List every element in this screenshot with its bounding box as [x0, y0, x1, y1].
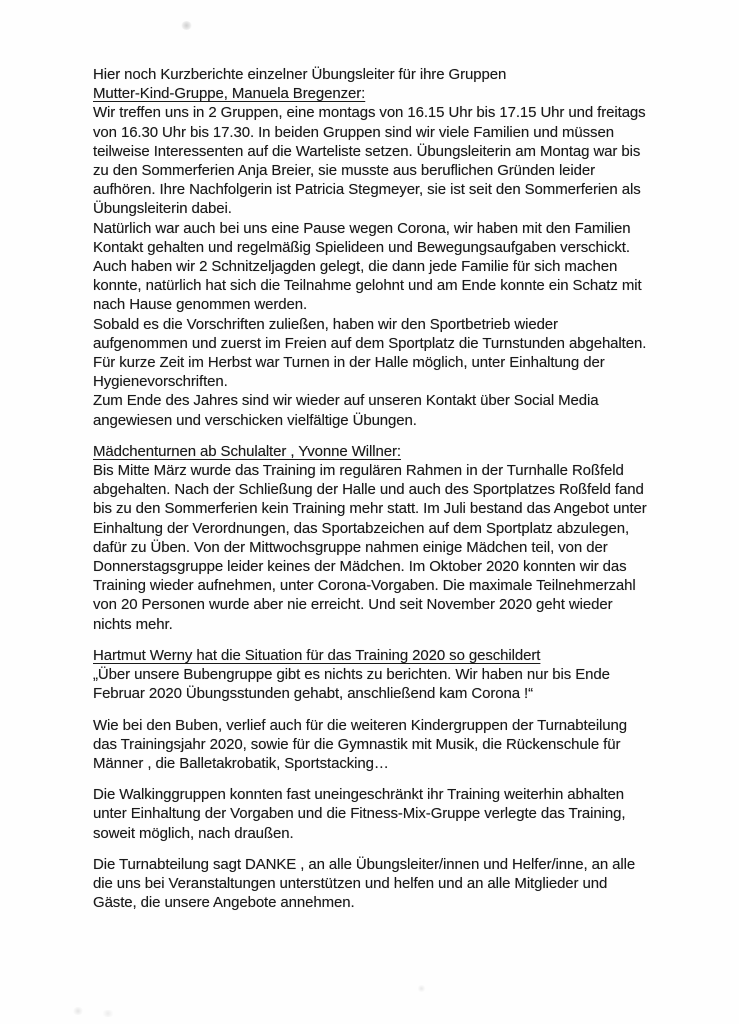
scan-smudge-bottom-left-2	[101, 1010, 115, 1017]
text-line: teilweise Interessenten auf die Warteliste setzen. Übungsleiterin am Montag war bis	[93, 142, 641, 160]
text-line: Natürlich war auch bei uns eine Pause wegen Corona, wir haben mit den Familien	[93, 219, 631, 237]
text-line: zu den Sommerferien Anja Breier, sie musste aus beruflichen Gründen leider	[93, 162, 596, 180]
text-line: Sobald es die Vorschriften zuließen, haben wir den Sportbetrieb wieder	[93, 315, 558, 333]
text-line: konnte, natürlich hat sich die Teilnahme gelohnt und am Ende konnte ein Schatz mit	[93, 277, 642, 295]
text-line: von 20 Personen wurde aber nie erreicht. Und seit November 2020 geht wieder	[93, 596, 613, 614]
text-line: „Über unsere Bubengruppe gibt es nichts zu berichten. Wir haben nur bis Ende	[93, 666, 610, 684]
section-heading: Mädchenturnen ab Schulalter , Yvonne Willner:	[93, 442, 401, 460]
text-line: Wir treffen uns in 2 Gruppen, eine montags von 16.15 Uhr bis 17.15 Uhr und freitags	[93, 104, 646, 122]
text-line: Donnerstagsgruppe leider keines der Mädchen. Im Oktober 2020 konnten wir das	[93, 558, 627, 576]
document-content	[93, 65, 739, 912]
text-line: Zum Ende des Jahres sind wir wieder auf unseren Kontakt über Social Media	[93, 392, 599, 410]
paragraph-gap	[93, 843, 739, 855]
paragraph-gap	[93, 704, 739, 716]
text-line: das Trainingsjahr 2020, sowie für die Gymnastik mit Musik, die Rückenschule für	[93, 735, 621, 753]
scan-smudge-bottom-right	[417, 985, 426, 992]
text-line: Februar 2020 Übungsstunden gehabt, anschließend kam Corona !“	[93, 685, 534, 703]
text-line: Gäste, die unsere Angebote annehmen.	[93, 894, 355, 912]
text-line: nichts mehr.	[93, 615, 173, 633]
text-line: aufgenommen und zuerst im Freien auf dem Sportplatz die Turnstunden abgehalten.	[93, 334, 647, 352]
text-line: Hier noch Kurzberichte einzelner Übungsleiter für ihre Gruppen	[93, 66, 507, 83]
text-line: Männer , die Balletakrobatik, Sportstacking…	[93, 754, 389, 772]
text-line: Bis Mitte März wurde das Training im regulären Rahmen in der Turnhalle Roßfeld	[93, 462, 624, 480]
text-line: abgehalten. Nach der Schließung der Halle und auch des Sportplatzes Roßfeld fand	[93, 481, 644, 499]
text-line: unter Einhaltung der Vorgaben und die Fitness-Mix-Gruppe verlegte das Training,	[93, 805, 626, 823]
text-line: Wie bei den Buben, verlief auch für die weiteren Kindergruppen der Turnabteilung	[93, 716, 628, 734]
text-line: Einhaltung der Verordnungen, das Sportabzeichen auf dem Sportplatz abzulegen,	[93, 519, 630, 537]
paragraph-gap	[93, 430, 739, 442]
text-line: Übungsleiterin dabei.	[93, 200, 232, 218]
scan-smudge-bottom-left	[72, 1007, 84, 1015]
text-line: soweit möglich, nach draußen.	[93, 824, 294, 842]
text-line: nach Hause genommen werden.	[93, 296, 308, 314]
paragraph-gap	[93, 634, 739, 646]
text-line: dafür zu Üben. Von der Mittwochsgruppe nahmen einige Mädchen teil, von der	[93, 538, 608, 556]
text-line: angewiesen und verschicken vielfältige Übungen.	[93, 411, 417, 429]
text-line: Hygienevorschriften.	[93, 373, 228, 391]
text-line: Auch haben wir 2 Schnitzeljagden gelegt, die dann jede Familie für sich machen	[93, 258, 618, 276]
text-line: Kontakt gehalten und regelmäßig Spielideen und Bewegungsaufgaben verschickt.	[93, 238, 630, 256]
section-heading: Mutter-Kind-Gruppe, Manuela Bregenzer:	[93, 85, 366, 103]
text-line: Für kurze Zeit im Herbst war Turnen in der Halle möglich, unter Einhaltung der	[93, 354, 605, 372]
section-heading: Hartmut Werny hat die Situation für das Training 2020 so geschildert	[93, 646, 541, 664]
text-line: Die Walkinggruppen konnten fast uneingeschränkt ihr Training weiterhin abhalten	[93, 786, 625, 804]
text-line: aufhören. Ihre Nachfolgerin ist Patricia Stegmeyer, sie ist seit den Sommerferien als	[93, 181, 641, 199]
text-line: von 16.30 Uhr bis 17.30. In beiden Gruppen sind wir viele Familien und müssen	[93, 123, 614, 141]
text-line: bis zu den Sommerferien kein Training mehr statt. Im Juli bestand das Angebot unter	[93, 500, 647, 518]
text-line: Die Turnabteilung sagt DANKE , an alle Übungsleiter/innen und Helfer/inne, an alle	[93, 855, 636, 873]
text-line: die uns bei Veranstaltungen unterstützen und helfen und an alle Mitglieder und	[93, 874, 608, 892]
scan-smudge-top	[181, 21, 192, 30]
text-line: Training wieder aufnehmen, unter Corona-Vorgaben. Die maximale Teilnehmerzahl	[93, 577, 636, 595]
paragraph-gap	[93, 773, 739, 785]
